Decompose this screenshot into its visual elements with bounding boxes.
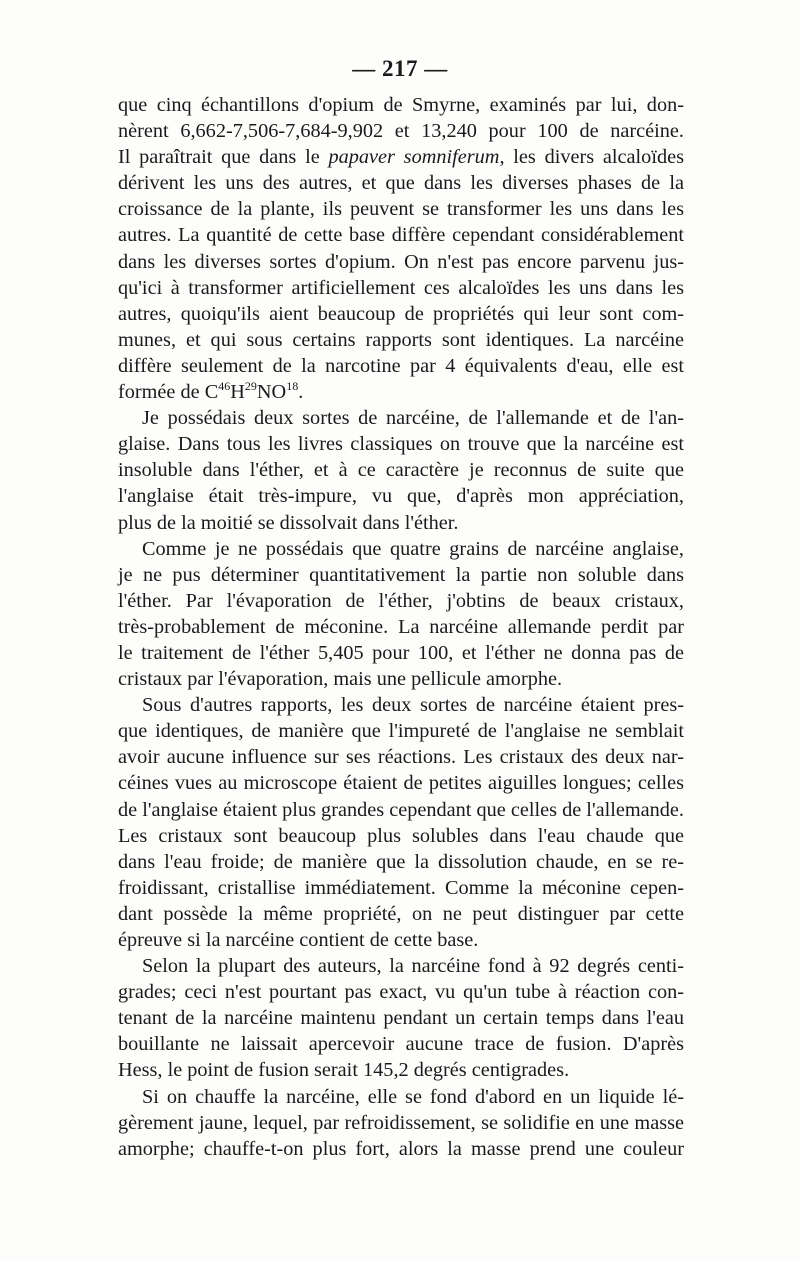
text-line: nèrent 6,662-7,506-7,684-9,902 et 13,240 pour 100 de narcéine. (118, 120, 684, 143)
text-line: froidissant, cristallise immédiatement. Comme la méconine cepen- (118, 876, 684, 899)
text-line: épreuve si la narcéine contient de cette base. (118, 929, 479, 951)
formula-subscript: 46 (218, 379, 231, 394)
text-line (118, 144, 684, 170)
text-line: l'éther. Par l'évaporation de l'éther, j'obtins de beaux cristaux, (118, 589, 684, 612)
text-line: dans l'eau froide; de manière que la dissolution chaude, en se re- (118, 850, 684, 873)
text-line: grades; ceci n'est pourtant pas exact, vu qu'un tube à réaction con- (118, 981, 684, 1004)
text-line: bouillante ne laissait apercevoir aucune trace de fusion. D'après (118, 1033, 684, 1056)
text-line: dans les diverses sortes d'opium. On n'est pas encore parvenu jus- (118, 250, 684, 273)
page-number: — 217 — (352, 56, 448, 81)
text-line: très-probablement de méconine. La narcéine allemande perdit par (118, 615, 684, 638)
body-text (118, 92, 684, 1162)
text-line: Je possédais deux sortes de narcéine, de l'allemande et de l'an- (142, 407, 684, 430)
text-line: munes, et qui sous certains rapports sont identiques. La narcéine (118, 328, 684, 351)
text-line: Hess, le point de fusion serait 145,2 degrés centigrades. (118, 1059, 570, 1082)
text-line: qu'ici à transformer artificiellement ces alcaloïdes les uns dans les (118, 276, 684, 299)
text-line: diffère seulement de la narcotine par 4 équivalents d'eau, elle est (118, 354, 684, 377)
text-line (118, 379, 684, 405)
formula-prefix: formée de C (118, 381, 219, 404)
text-line: gèrement jaune, lequel, par refroidissement, se solidifie en une masse (118, 1111, 684, 1134)
text-line: que identiques, de manière que l'impureté de l'anglaise ne semblait (118, 720, 684, 743)
text-line: cristaux par l'évaporation, mais une pellicule amorphe. (118, 668, 563, 691)
text-line: l'anglaise était très-impure, vu que, d'après mon appréciation, (118, 485, 684, 508)
text-segment: Il paraîtrait que dans le (118, 146, 329, 169)
text-line: autres. La quantité de cette base diffère cependant considérablement (118, 224, 684, 247)
text-line: glaise. Dans tous les livres classiques on trouve que la narcéine est (118, 433, 684, 456)
text-line: de l'anglaise étaient plus grandes cependant que celles de l'allemande. (118, 798, 684, 821)
text-line: le traitement de l'éther 5,405 pour 100, et l'éther ne donna pas de (118, 641, 684, 664)
text-line: Selon la plupart des auteurs, la narcéine fond à 92 degrés centi- (142, 955, 684, 978)
text-line: Sous d'autres rapports, les deux sortes de narcéine étaient pres- (142, 694, 684, 717)
formula-subscript: 29 (244, 379, 257, 394)
text-segment: , les divers alcaloïdes (499, 146, 684, 169)
text-line: amorphe; chauffe-t-on plus fort, alors la masse prend une couleur (118, 1137, 684, 1160)
text-line: croissance de la plante, ils peuvent se transformer les uns dans les (118, 198, 684, 221)
text-line: insoluble dans l'éther, et à ce caractère je reconnus de suite que (118, 459, 684, 482)
text-line: céines vues au microscope étaient de petites aiguilles longues; celles (118, 772, 684, 795)
formula-subscript: 18 (286, 379, 299, 394)
formula-part: . (298, 381, 304, 404)
text-line: dérivent les uns des autres, et que dans les diverses phases de la (118, 172, 684, 195)
text-line: plus de la moitié se dissolvait dans l'éther. (118, 511, 459, 534)
text-line: dant possède la même propriété, on ne peut distinguer par cette (118, 902, 684, 925)
italic-term: papaver somniferum (328, 146, 500, 169)
text-line: Les cristaux sont beaucoup plus solubles dans l'eau chaude que (118, 824, 684, 847)
text-line: autres, quoiqu'ils aient beaucoup de propriétés qui leur sont com- (118, 302, 684, 325)
text-line: Si on chauffe la narcéine, elle se fond d'abord en un liquide lé- (142, 1085, 684, 1108)
text-line: je ne pus déterminer quantitativement la partie non soluble dans (118, 563, 684, 586)
text-line: que cinq échantillons d'opium de Smyrne, examinés par lui, don- (118, 94, 684, 116)
formula-part: NO (256, 381, 287, 404)
formula-part: H (230, 381, 245, 404)
text-line: Comme je ne possédais que quatre grains de narcéine anglaise, (142, 537, 684, 560)
text-line: avoir aucune influence sur ses réactions. Les cristaux des deux nar- (118, 746, 684, 769)
text-line: tenant de la narcéine maintenu pendant un certain temps dans l'eau (118, 1007, 684, 1030)
